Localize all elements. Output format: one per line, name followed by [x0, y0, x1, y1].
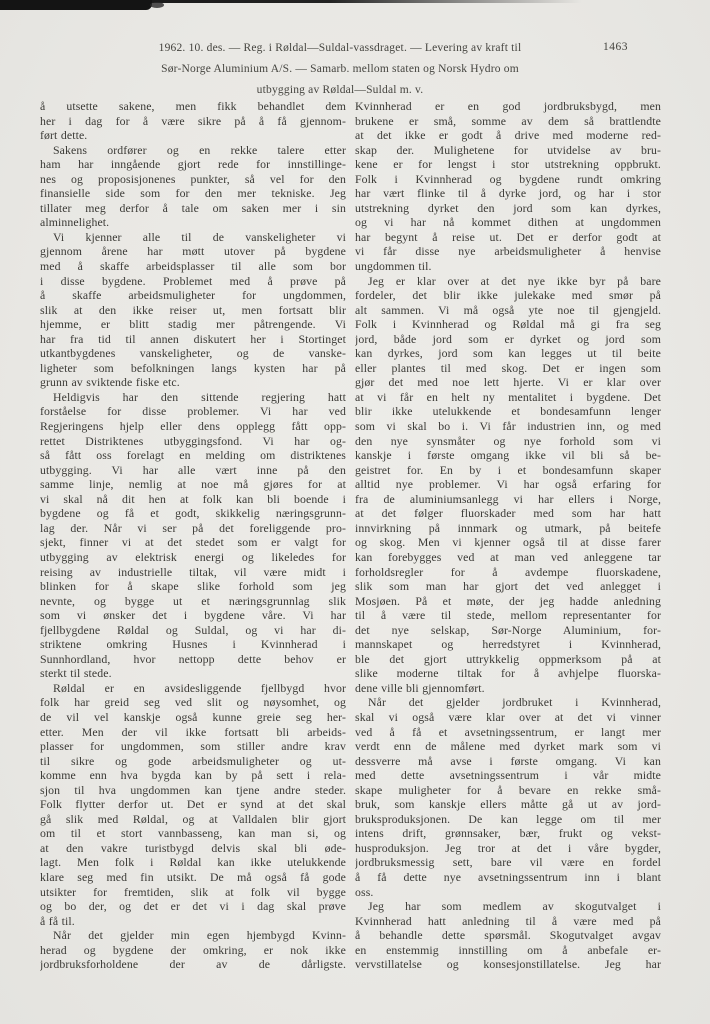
text-line: kan forebygges ved at man ved anleggene tar: [355, 549, 661, 564]
text-line: rettet Distriktenes utbyggingsfond. Vi har og-: [40, 433, 346, 448]
text-line: innvirkning på innmark og utmark, på beitefe: [355, 520, 661, 535]
text-line: Folk flytter derfor ut. Det er synd at det skal: [40, 797, 346, 812]
text-line: jordbruksforholdene der av de dårligste.: [40, 957, 346, 972]
text-line: ført dette.: [40, 128, 88, 143]
text-line: vi skal nå dit hen at folk kan bli boende i: [40, 491, 346, 506]
page-header: [60, 38, 620, 101]
text-line: bruksproduksjonen. De kan legge om til mer: [355, 811, 661, 826]
text-line: og vi har nå kommet dithen at ungdommen: [355, 215, 661, 230]
text-line: her i dag for å være sikre på å få gjennom-: [40, 113, 346, 128]
text-line: har begynt å reise ut. Det er derfor godt at: [355, 229, 661, 244]
text-line: Sakens ordfører og en rekke talere etter: [53, 142, 346, 157]
text-line: vervstillatelse og konsesjonstillatelse. Jeg har: [355, 957, 661, 972]
text-column-right: [355, 99, 661, 972]
text-line: slike moderne tiltak for å avhjelpe fluorska-: [355, 666, 661, 681]
text-line: herad og bygdene der omkring, er nok ikke: [40, 942, 346, 957]
paragraph: [355, 899, 661, 972]
text-line: å få til.: [40, 913, 75, 928]
text-line: finansielle side som for den mer tekniske. Jeg: [40, 186, 346, 201]
text-line: i disse bygdene. Problemet med å prøve på: [40, 273, 346, 288]
header-line-2: Sør-Norge Aluminium A/S. — Samarb. mellom staten og Norsk Hydro om: [161, 63, 519, 75]
text-line: skap der. Mulighetene for utvidelse av bru-: [355, 142, 661, 157]
paragraph: [40, 928, 346, 972]
paragraph: [40, 143, 346, 230]
text-line: Folk i Kvinnherad og bygdene rundt omkring: [355, 171, 661, 186]
text-line: ham har inngående gjort rede for innstillinge-: [40, 157, 346, 172]
text-line: har vært flinke til å dyrke jord, og har i stor: [355, 186, 661, 201]
text-line: de vil vel kanskje også kunne greie seg her-: [40, 709, 346, 724]
text-line: kan dyrkes, jord som kan legges ut til beite: [355, 346, 661, 361]
text-line: å behandle dette spørsmål. Skogutvalget avgav: [355, 928, 661, 943]
text-line: kene er for lengst i stor utstrekning oppbrukt.: [355, 157, 661, 172]
text-line: Når det gjelder jordbruket i Kvinnherad,: [368, 695, 661, 710]
text-line: Folk i Kvinnherad og Røldal må gi fra seg: [355, 317, 661, 332]
paragraph: [40, 681, 346, 928]
text-line: lag der. Når vi ser på det foreliggende pro-: [40, 520, 346, 535]
text-line: etter. Men der vil ikke fortsatt bli arbeids-: [40, 724, 346, 739]
text-line: utsikter for fremtiden, slik at folk vil bygge: [40, 884, 346, 899]
text-body: [40, 99, 662, 972]
text-line: har fra tid til annen diskutert her i Stortinget: [40, 331, 346, 346]
text-line: intens drift, grønnsaker, bær, frukt og vekst-: [355, 826, 661, 841]
text-line: folk har greid seg ved slit og nøysomhet, og: [40, 695, 346, 710]
text-line: en enstemmig innstilling om å anbefale er-: [355, 942, 661, 957]
text-line: og skog. Men vi kjenner også til at disse farer: [355, 535, 661, 550]
text-line: Regjeringens hjelp eller dens opplegg fått opp-: [40, 419, 346, 434]
text-line: til sikre og gode arbeidsmuligheter og ut-: [40, 753, 346, 768]
text-line: samme linje, nemlig at noe må gjøres for at: [40, 477, 346, 492]
text-line: gjennom årene har møtt utover på bygdene: [40, 244, 346, 259]
text-line: sterkt til stede.: [40, 666, 112, 681]
text-line: slik at den ikke reiser ut, men fortsatt blir: [40, 302, 346, 317]
text-line: ligheter som befolkningen langs kysten har på: [40, 360, 346, 375]
text-line: vi får disse nye arbeidsmuligheter å henvise: [355, 244, 661, 259]
text-line: fra de aluminiumsanlegg vi har ellers i Norge,: [355, 491, 661, 506]
text-line: ved å få et avsetningssentrum, er langt mer: [355, 724, 661, 739]
text-line: slik som man har gjort det ved anlegget i: [355, 579, 661, 594]
text-column-left: [40, 99, 346, 972]
text-line: som vi skal bo i. Vi får industrien inn, og med: [355, 419, 661, 434]
text-line: bruk, som kanskje ellers måtte gå ut av jord-: [355, 797, 661, 812]
text-line: bygdene og få et godt, skikkelig næringsgrunn-: [40, 506, 346, 521]
text-line: Heldigvis har den sittende regjering hatt: [53, 389, 346, 404]
text-line: den nye synsmåter og nye forhold som vi: [355, 433, 661, 448]
text-line: med å skaffe arbeidsplasser til alle som bor: [40, 259, 346, 274]
text-line: Jeg har som medlem av skogutvalget i: [368, 899, 661, 914]
text-line: utkantbygdenes vanskeligheter, og de vanske-: [40, 346, 346, 361]
text-line: at det følger fluorskader med som har hatt: [355, 506, 661, 521]
text-line: sjon til hva ungdommen kan tjene andre steder.: [40, 782, 346, 797]
text-line: utbygging. Vi har alle vært inne på den: [40, 462, 346, 477]
text-line: Mosjøen. På et møte, der jeg hadde anledning: [355, 593, 661, 608]
text-line: oss.: [355, 884, 374, 899]
text-line: Røldal er en avsidesliggende fjellbygd hvor: [53, 680, 346, 695]
text-line: det nye selskap, Sør-Norge Aluminium, for-: [355, 622, 661, 637]
text-line: til å være til stede, mellom representanter for: [355, 608, 661, 623]
header-line-3: utbygging av Røldal—Suldal m. v.: [256, 84, 424, 96]
scan-edge-artifact-left: [0, 0, 152, 10]
text-line: Kvinnherad er en god jordbruksbygd, men: [355, 99, 661, 113]
text-line: Jeg er klar over at det nye ikke byr på bare: [368, 273, 661, 288]
text-line: Sunnhordland, hvor nettopp dette behov er: [40, 651, 346, 666]
text-line: forholdsregler for å avdempe fluorskadene,: [355, 564, 661, 579]
text-line: sjekt, finner vi at det stedet som er valgt for: [40, 535, 346, 550]
text-line: å utsette sakene, men fikk behandlet dem: [40, 99, 346, 113]
text-line: alminnelighet.: [40, 215, 110, 230]
text-line: mannskapet og herredstyret i Kvinnherad,: [355, 637, 661, 652]
text-line: skape muligheter for å bevare en rekke små-: [355, 782, 661, 797]
text-line: striktene omkring Husnes i Kvinnherad i: [40, 637, 346, 652]
text-line: komme enn hva bygda kan by på sett i rela-: [40, 768, 346, 783]
text-line: brukene er små, somme av dem så brattlendte: [355, 113, 661, 128]
text-line: gå slik med Røldal, og at Valldalen blir gjort: [40, 811, 346, 826]
text-line: ungdommen til.: [355, 259, 432, 274]
text-line: å få dette nye avsetningssentrum inn i blant: [355, 869, 661, 884]
text-line: eller plantes til med skog. Det er ingen som: [355, 360, 661, 375]
text-line: alltid nye problemer. Vi har også erfaring for: [355, 477, 661, 492]
text-line: dene ville bli gjennomført.: [355, 680, 485, 695]
text-line: at den vakre turistbygd delvis skal bli øde-: [40, 840, 346, 855]
paragraph: [355, 274, 661, 696]
text-line: fjellbygdene Røldal og Suldal, og vi har di-: [40, 622, 346, 637]
text-line: Når det gjelder min egen hjembygd Kvinn-: [53, 928, 346, 943]
text-line: om til et stort vannbasseng, kan man si, og: [40, 826, 346, 841]
text-line: klare seg med fin utsikt. De må også få gode: [40, 869, 346, 884]
text-line: verdt enn de målene med dyrket mark som vi: [355, 739, 661, 754]
paragraph: [355, 695, 661, 899]
text-line: tillater meg derfor å tale om saken mer i sin: [40, 200, 346, 215]
text-line: hjemme, er blitt stadig mer påtrengende. Vi: [40, 317, 346, 332]
header-line-1: 1962. 10. des. — Reg. i Røldal—Suldal-vassdraget. — Levering av kraft til: [158, 42, 522, 54]
text-line: som vi ønsker det i bygdene våre. Vi har: [40, 608, 346, 623]
text-line: fordeler, det blir ikke julekake med smør på: [355, 288, 661, 303]
text-line: lagt. Men folk i Røldal kan ikke utelukkende: [40, 855, 346, 870]
text-line: nes og proposisjonenes punkter, så vel for den: [40, 171, 346, 186]
text-line: plasser for ungdommen, som stiller andre krav: [40, 739, 346, 754]
text-line: så fått oss forelagt en melding om distriktenes: [40, 448, 346, 463]
scan-blot-artifact: [150, 2, 164, 8]
page-number: 1463: [603, 41, 628, 53]
text-line: blinken for å skape slike forhold som jeg: [40, 579, 346, 594]
text-line: at vi får en helt ny mentalitet i bygdene. Det: [355, 389, 661, 404]
paragraph: [40, 230, 346, 390]
text-line: reising av industrielle tiltak, vil være midt i: [40, 564, 346, 579]
text-line: dessverre må avse i første omgang. Vi kan: [355, 753, 661, 768]
text-line: jordbruksmessig sett, bare vil være en fordel: [355, 855, 661, 870]
text-line: kanskje i første omgang ikke vil bli så be-: [355, 448, 661, 463]
text-line: forståelse for disse problemer. Vi har ved: [40, 404, 346, 419]
text-line: at det ikke er godt å drive med moderne red-: [355, 128, 661, 143]
text-line: ble det gjort uttrykkelig oppmerksom på at: [355, 651, 661, 666]
paragraph: [355, 99, 661, 274]
paragraph: [40, 390, 346, 681]
text-line: utbygging av elektrisk energi og likeledes for: [40, 549, 346, 564]
text-line: nevnte, og bygge ut et næringsgrunnlag slik: [40, 593, 346, 608]
text-line: gjør det med noe lett hjerte. Vi er klar over: [355, 375, 661, 390]
text-line: blir ikke utelukkende et bondesamfunn lenger: [355, 404, 661, 419]
text-line: Vi kjenner alle til de vanskeligheter vi: [53, 229, 346, 244]
text-line: husproduksjon. Jeg tror at det i våre bygder,: [355, 840, 661, 855]
text-line: alt sammen. Vi må også yte noe til gjengjeld.: [355, 302, 661, 317]
text-line: grunn av sviktende fiske etc.: [40, 375, 180, 390]
text-line: utstrekning dyrket den jord som kan dyrkes,: [355, 200, 661, 215]
text-line: skal vi også være klar over at det vi vinner: [355, 709, 661, 724]
paragraph: [40, 99, 346, 143]
text-line: å skaffe arbeidsmuligheter for ungdommen,: [40, 288, 346, 303]
text-line: geistret for. En by i et bondesamfunn skaper: [355, 462, 661, 477]
text-line: og bo der, og det er det vi i dag skal prøve: [40, 899, 346, 914]
text-line: jord, både jord som er dyrket og jord som: [355, 331, 661, 346]
text-line: Kvinnherad hatt anledning til å være med på: [355, 913, 661, 928]
text-line: med dette avsetningssentrum i vår midte: [355, 768, 661, 783]
